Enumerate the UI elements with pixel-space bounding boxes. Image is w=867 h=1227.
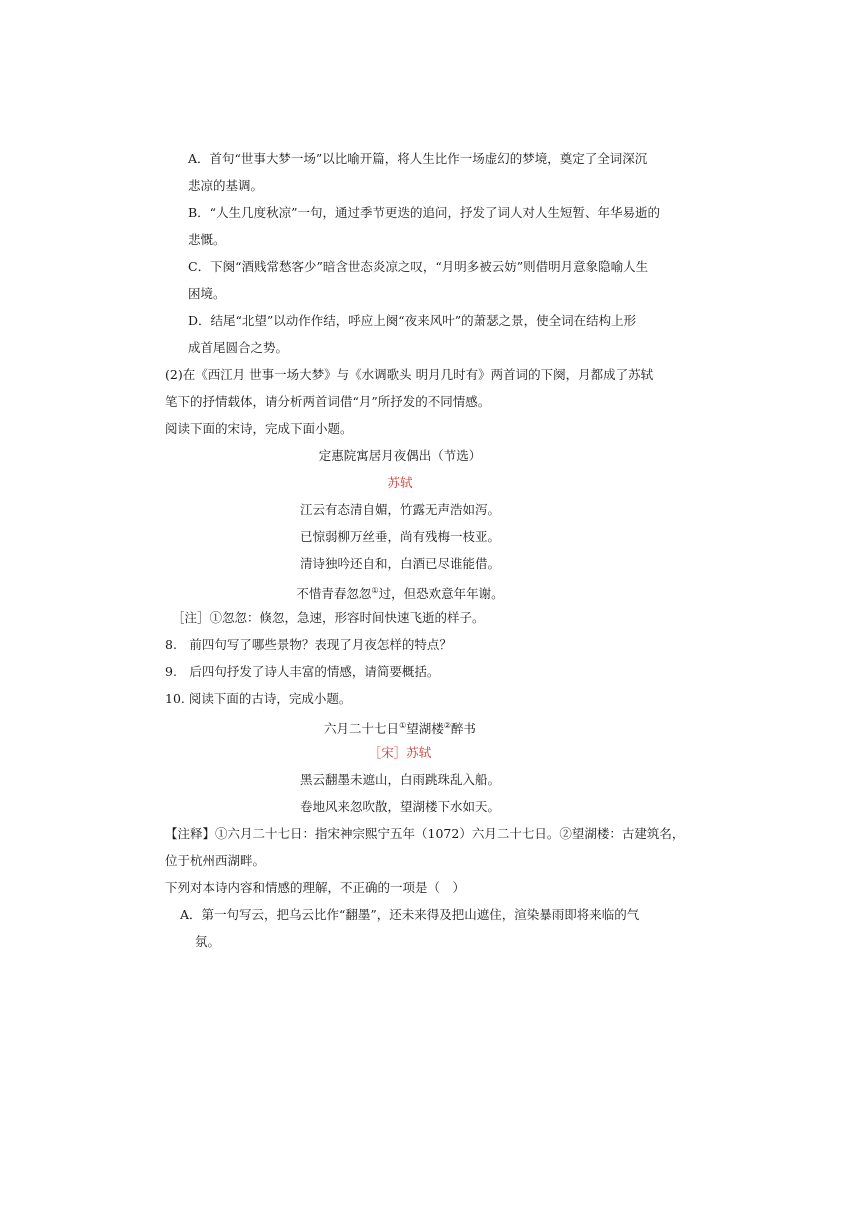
poem1-line4-part1: 不惜青春忽忽	[296, 586, 372, 601]
poem1-title: 定惠院寓居月夜偶出（节选）	[318, 448, 482, 463]
question-2-line2: 笔下的抒情载体，请分析两首词借“月”所抒发的不同情感。	[165, 394, 491, 409]
option-c-line1: C．下阕“酒贱常愁客少”暗含世态炎凉之叹，“月明多被云妨”则借明月意象隐喻人生	[188, 259, 649, 274]
poem1-line	[0, 583, 800, 602]
question-9: 9. 后四句抒发了诗人丰富的情感，请简要概括。	[165, 664, 440, 679]
poem1-line: 江云有态清自媚，竹露无声浩如泻。	[299, 502, 500, 517]
poem2-author: ［宋］苏轼	[368, 745, 432, 760]
question-stem: 下列对本诗内容和情感的理解，不正确的一项是（ ）	[165, 880, 466, 895]
reading-instruction: 阅读下面的宋诗，完成下面小题。	[165, 421, 353, 436]
question-8: 8. 前四句写了哪些景物？表现了月夜怎样的特点？	[165, 637, 452, 652]
footnote-marker: ①	[399, 721, 407, 730]
poem2-title-part3: 醉书	[450, 721, 476, 736]
poem1-line4-part2: 过，但恐欢意年年谢。	[378, 586, 504, 601]
option-d-line1: D．结尾“北望”以动作作结，呼应上阕“夜来风叶”的萧瑟之景，使全词在结构上形	[188, 313, 637, 328]
question-10: 10. 阅读下面的古诗，完成小题。	[165, 691, 352, 706]
question-2-line1: (2)在《西江月 世事一场大梦》与《水调歌头 明月几时有》两首词的下阕，月都成了苏轼	[165, 367, 654, 382]
poem2-line: 黑云翻墨未遮山，白雨跳珠乱入船。	[299, 772, 500, 787]
poem1-line: 清诗独吟还自和，白酒已尽谁能借。	[299, 556, 500, 571]
poem1-author: 苏轼	[387, 475, 413, 490]
option-c-line2: 困境。	[188, 286, 226, 301]
footnote-marker: ①	[371, 586, 379, 595]
poem1-line: 已惊弱柳万丝垂，尚有残梅一枝亚。	[299, 529, 500, 544]
poem2-note-line1: 【注释】①六月二十七日：指宋神宗熙宁五年（1072）六月二十七日。②望湖楼：古建筑名，	[165, 826, 685, 841]
option-a-line1: A．首句“世事大梦一场”以比喻开篇，将人生比作一场虚幻的梦境，奠定了全词深沉	[188, 151, 648, 166]
option-d-line2: 成首尾圆合之势。	[188, 340, 289, 355]
poem2-note-line2: 位于杭州西湖畔。	[165, 853, 266, 868]
option-a-line2: 悲凉的基调。	[188, 178, 264, 193]
poem2-line: 卷地风来忽吹散，望湖楼下水如天。	[299, 799, 500, 814]
poem1-note: ［注］①忽忽：倏忽，急速，形容时间快速飞逝的样子。	[172, 610, 485, 625]
answer-a-line1: A．第一句写云，把乌云比作“翻墨”，还未来得及把山遮住，渲染暴雨即将来临的气	[180, 907, 640, 922]
option-b-line2: 悲慨。	[188, 232, 226, 247]
poem2-title-part1: 六月二十七日	[324, 721, 400, 736]
poem2-title	[0, 718, 800, 737]
option-b-line1: B．“人生几度秋凉”一句，通过季节更迭的追问，抒发了词人对人生短暂、年华易逝的	[188, 205, 660, 220]
footnote-marker: ②	[443, 721, 451, 730]
answer-a-line2: 氛。	[195, 934, 221, 949]
poem2-title-part2: 望湖楼	[406, 721, 444, 736]
